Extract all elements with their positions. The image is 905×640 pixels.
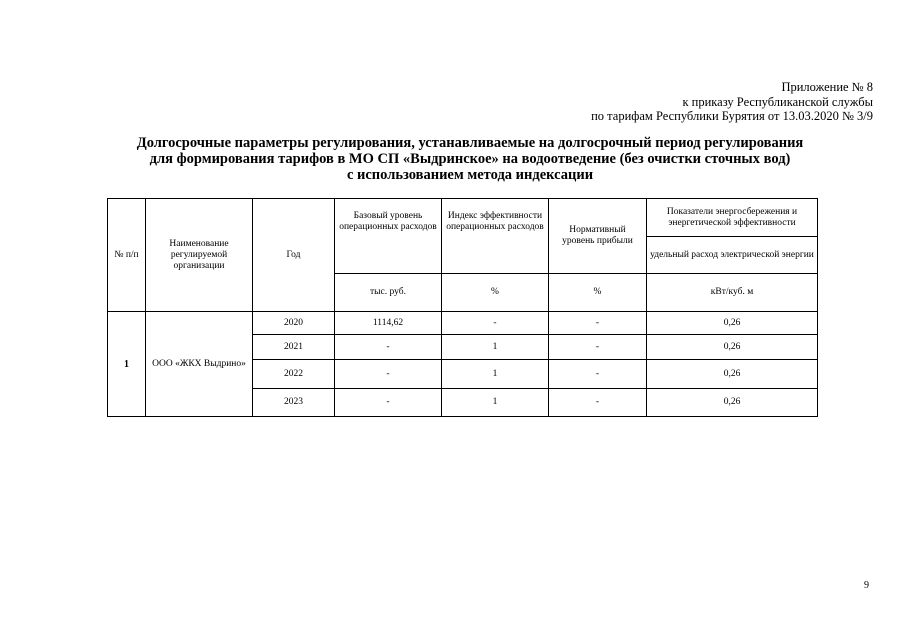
cell-index: 1 <box>442 335 549 360</box>
appendix-line-2: к приказу Республиканской службы <box>682 94 873 109</box>
cell-profit: - <box>549 312 647 335</box>
header-profit-level: Нормативный уровень прибыли <box>549 199 647 274</box>
cell-index: 1 <box>442 389 549 417</box>
cell-profit: - <box>549 335 647 360</box>
unit-profit: % <box>549 274 647 312</box>
title-line-3: с использованием метода индексации <box>346 167 594 183</box>
cell-base: - <box>335 335 442 360</box>
cell-index: - <box>442 312 549 335</box>
appendix-note <box>591 80 873 124</box>
header-energy-group: Показатели энергосбережения и энергетической эффективности <box>647 199 818 237</box>
title-line-2: для формирования тарифов в МО СП «Выдринское» на водоотведение (без очистки сточных вод) <box>149 151 791 167</box>
header-energy-consumption: удельный расход электрической энергии <box>647 237 818 274</box>
appendix-line-3: по тарифам Республики Бурятия от 13.03.2020 № 3/9 <box>591 109 873 123</box>
cell-year: 2023 <box>253 389 335 417</box>
parameters-table <box>107 198 818 417</box>
table-row <box>108 312 818 335</box>
cell-base: - <box>335 389 442 417</box>
header-organization: Наименование регулируемой организации <box>146 199 253 312</box>
cell-base: - <box>335 360 442 389</box>
header-base-costs: Базовый уровень операционных расходов <box>335 199 442 274</box>
title-line-1: Долгосрочные параметры регулирования, устанавливаемые на долгосрочный период регулирования <box>136 135 804 151</box>
cell-year: 2020 <box>253 312 335 335</box>
unit-energy: кВт/куб. м <box>647 274 818 312</box>
cell-base: 1114,62 <box>335 312 442 335</box>
cell-energy: 0,26 <box>647 360 818 389</box>
cell-profit: - <box>549 360 647 389</box>
cell-index: 1 <box>442 360 549 389</box>
cell-year: 2022 <box>253 360 335 389</box>
header-row-1 <box>108 199 818 237</box>
page-number: 9 <box>864 580 869 591</box>
header-efficiency-index: Индекс эффективности операционных расходов <box>442 199 549 274</box>
header-num: № п/п <box>108 199 146 312</box>
document-title <box>60 135 880 183</box>
appendix-line-1: Приложение № 8 <box>781 80 873 94</box>
header-year: Год <box>253 199 335 312</box>
org-number: 1 <box>108 312 146 417</box>
org-name: ООО «ЖКХ Выдрино» <box>146 312 253 417</box>
cell-energy: 0,26 <box>647 312 818 335</box>
cell-energy: 0,26 <box>647 335 818 360</box>
cell-year: 2021 <box>253 335 335 360</box>
cell-energy: 0,26 <box>647 389 818 417</box>
unit-base: тыс. руб. <box>335 274 442 312</box>
unit-index: % <box>442 274 549 312</box>
cell-profit: - <box>549 389 647 417</box>
